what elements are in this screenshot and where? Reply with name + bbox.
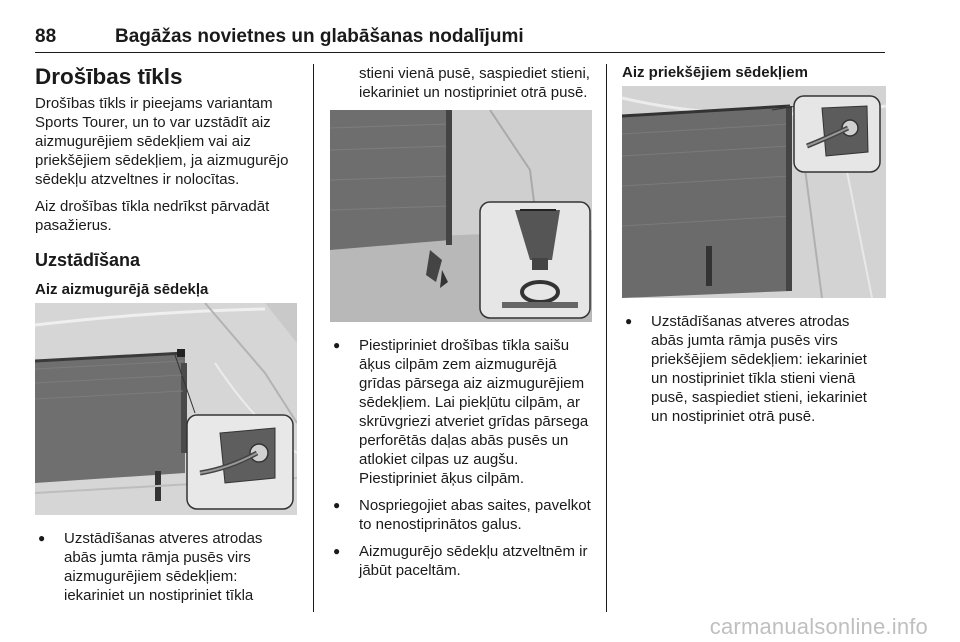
column-divider-2 [606,64,607,612]
warning-paragraph: Aiz drošības tīkla nedrīkst pārvadāt pasažierus. [35,198,270,234]
page-header [35,26,885,53]
watermark: carmanualsonline.info [709,614,928,639]
continued-paragraph: stieni vienā pusē, saspiediet stieni, iekariniet un nostipriniet otrā pusē. [359,65,590,101]
list-item: ● Aizmugurējo sēdekļu atzveltnēm ir jābūt paceltām. [330,542,592,580]
list-item: ● Uzstādīšanas atveres atrodas abās jumta rāmja pusēs virs priekšējiem sēdekļiem: iekariniet un nostipriniet tīkla stieni vienā pusē, saspiediet stieni, iekariniet un nostipriniet otrā pusē. [622,312,886,426]
front-seat-net-illustration [622,86,886,298]
installation-heading: Uzstādīšana [35,250,141,270]
column-3 [622,64,886,434]
column-1 [35,64,297,613]
list-item: ● Piestipriniet drošības tīkla saišu āķus cilpām zem aizmugurējā grīdas pārsega aiz aizmugurējiem sēdekļiem. Lai piekļūtu cilpām, ar skrūvgriezi atveriet grīdas pārsega perforētās daļas abās pusēs un atlokiet cilpas uz augšu. Piestipriniet āķus cilpām. [330,336,592,488]
column-2 [330,64,592,588]
floor-loop-illustration [330,110,592,322]
front-seat-subheading: Aiz priekšējiem sēdekļiem [622,64,808,81]
page-number: 88 [35,26,57,47]
list-item: ● Uzstādīšanas atveres atrodas abās jumta rāmja pusēs virs aizmugurējiem sēdekļiem: iekariniet un nostipriniet tīkla [35,529,297,605]
rear-seat-net-illustration [35,303,297,515]
intro-paragraph: Drošības tīkls ir pieejams variantam Sports Tourer, un to var uzstādīt aiz aizmugurējiem sēdekļiem vai aiz priekšējiem sēdekļiem, ja aizmugurējo sēdekļu atzveltnes ir nolocītas. [35,95,289,188]
column-divider-1 [313,64,314,612]
list-item: ● Nospriegojiet abas saites, pavelkot to nenostiprinātos galus. [330,496,592,534]
section-title: Drošības tīkls [35,64,183,89]
running-title: Bagāžas novietnes un glabāšanas nodalījumi [115,26,524,47]
rear-seat-subheading: Aiz aizmugurējā sēdekļa [35,281,209,298]
